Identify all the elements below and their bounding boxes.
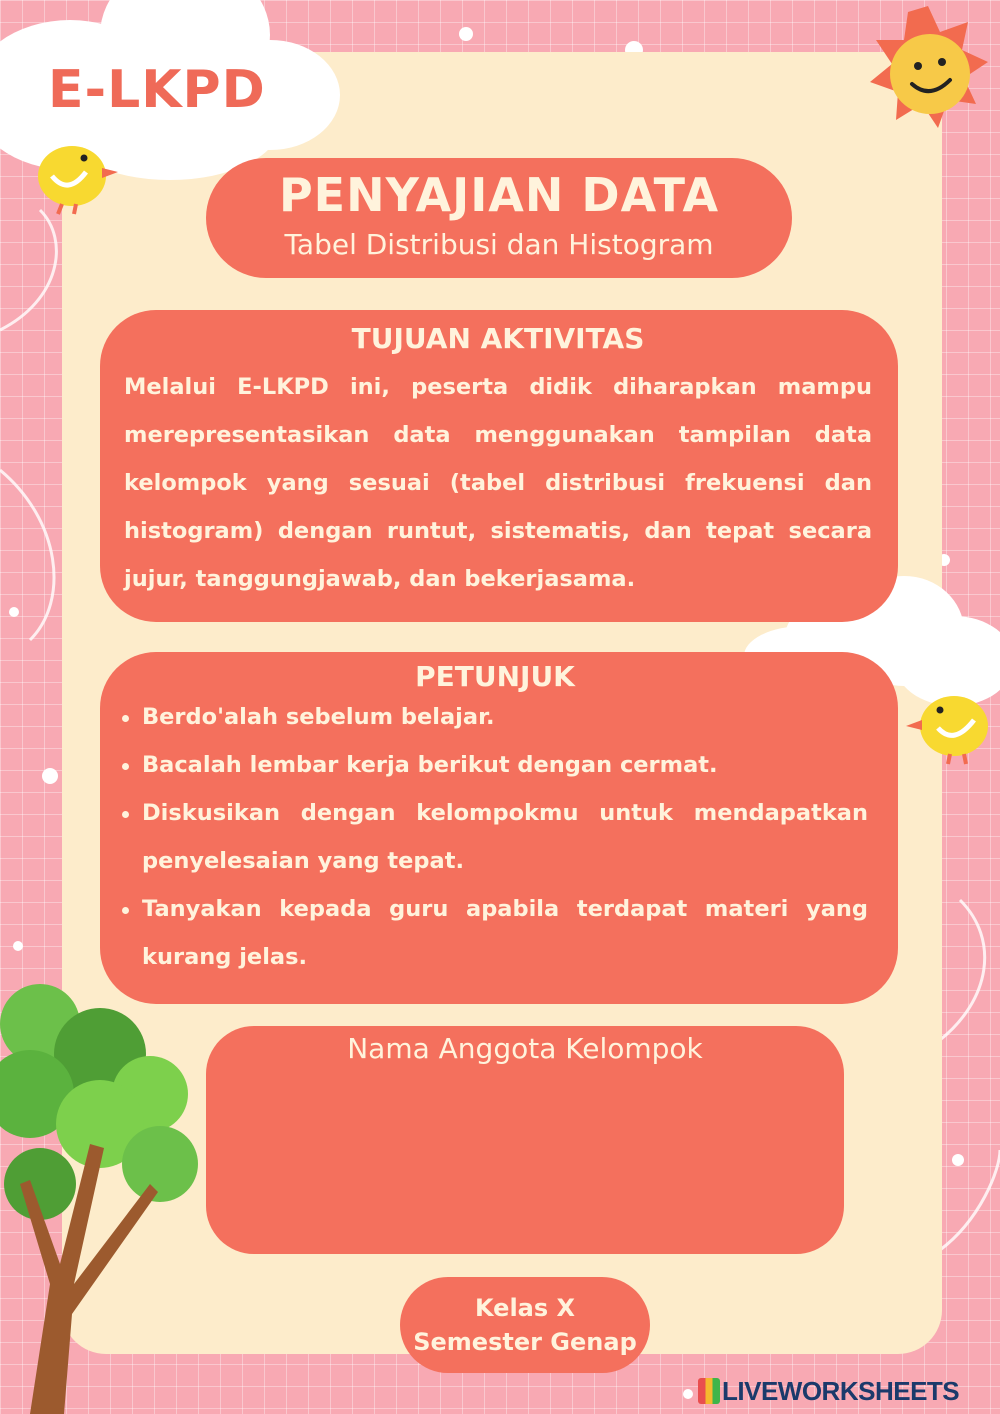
list-item: Diskusikan dengan kelompokmu untuk mendapatkan penyelesaian yang tepat. — [122, 789, 868, 885]
guide-list — [122, 693, 868, 981]
class-badge — [400, 1277, 650, 1373]
goal-heading: TUJUAN AKTIVITAS — [351, 322, 645, 355]
list-item: Bacalah lembar kerja berikut dengan cermat. — [122, 741, 868, 789]
watermark-text: LIVEWORKSHEETS — [722, 1376, 960, 1406]
semester-label: Semester Genap — [413, 1328, 637, 1356]
watermark — [698, 1376, 959, 1407]
brand-logo-text: E-LKPD — [48, 60, 266, 120]
goal-card — [100, 310, 898, 622]
page-title: PENYAJIAN DATA — [278, 168, 720, 222]
guide-card — [100, 652, 898, 1004]
members-heading: Nama Anggota Kelompok — [347, 1032, 703, 1065]
guide-heading: PETUNJUK — [415, 660, 575, 693]
class-label: Kelas X — [474, 1294, 576, 1322]
title-banner — [206, 158, 792, 278]
goal-text: Melalui E-LKPD ini, peserta didik diharapkan mampu merepresentasikan data menggunakan tampilan data kelompok yang sesuai (tabel distribusi frekuensi dan histogram) dengan runtut, sistematis, dan tepat secara jujur, tanggungjawab, dan bekerjasama. — [124, 374, 872, 592]
list-item: Berdo'alah sebelum belajar. — [122, 693, 868, 741]
list-item: Tanyakan kepada guru apabila terdapat materi yang kurang jelas. — [122, 885, 868, 981]
page-subtitle: Tabel Distribusi dan Histogram — [284, 228, 714, 261]
liveworksheets-logo-icon — [698, 1378, 720, 1404]
group-members-box[interactable] — [206, 1026, 844, 1254]
